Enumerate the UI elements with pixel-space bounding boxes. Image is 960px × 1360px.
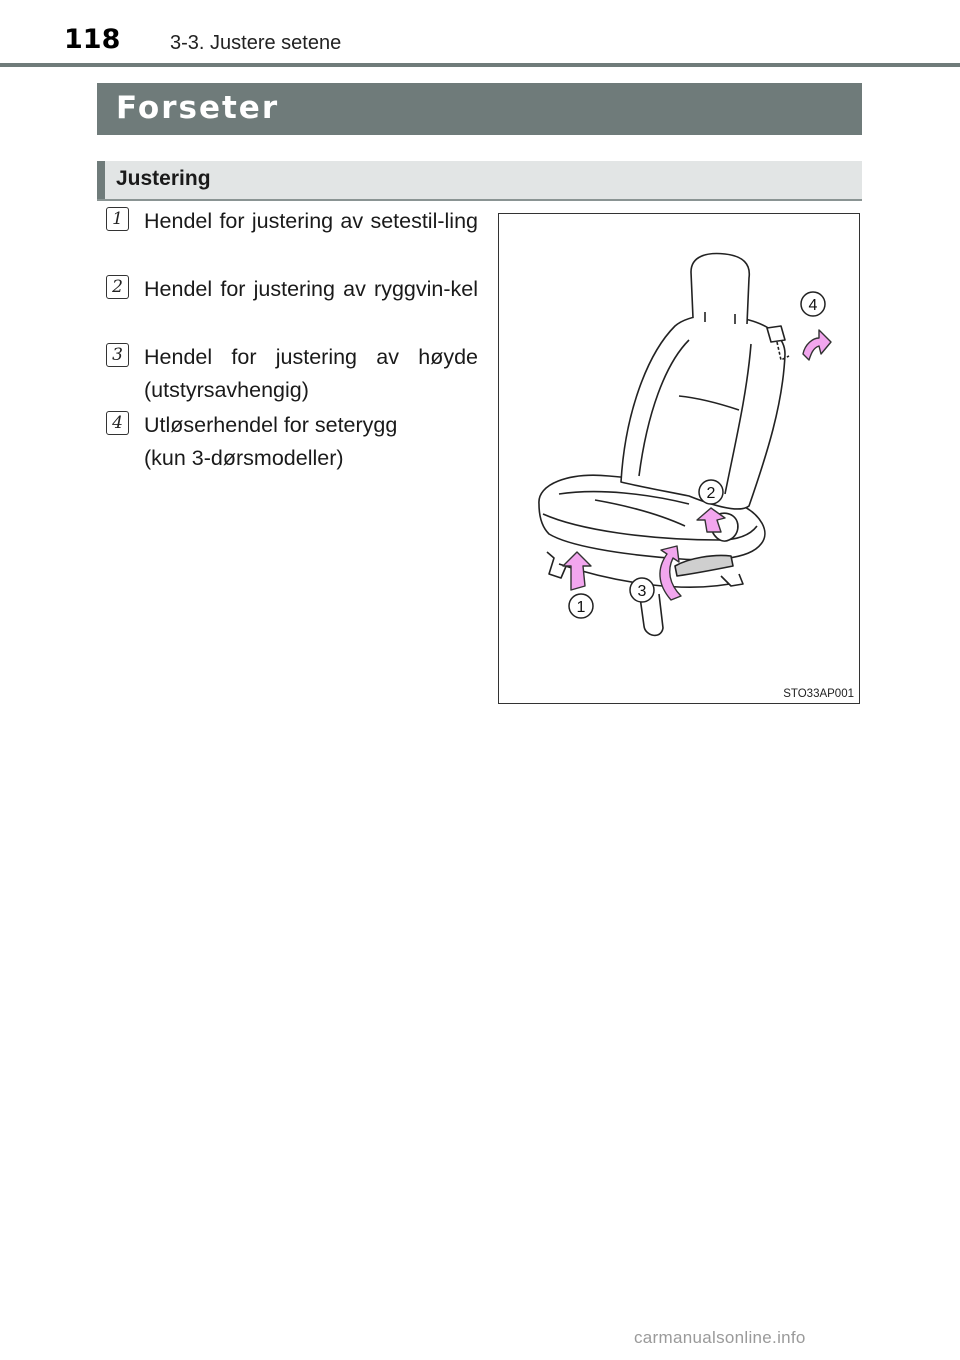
item-number-badge: 4 bbox=[106, 411, 129, 435]
list-item bbox=[106, 409, 478, 475]
header-rule bbox=[0, 63, 960, 67]
list-item bbox=[106, 341, 478, 407]
list-item bbox=[106, 205, 478, 271]
item-number-badge: 2 bbox=[106, 275, 129, 299]
subsection-title: Justering bbox=[116, 167, 211, 190]
arrow-1-icon bbox=[563, 552, 591, 590]
subsection-accent bbox=[97, 161, 105, 199]
item-text: Hendel for justering av høyde (utstyrsavhengig) bbox=[144, 345, 478, 402]
figure-code: STO33AP001 bbox=[783, 688, 854, 700]
list-item bbox=[106, 273, 478, 339]
watermark[interactable]: carmanualsonline.info bbox=[634, 1328, 806, 1347]
page-number: 118 bbox=[64, 24, 121, 55]
item-text: Utløserhendel for seterygg (kun 3-dørsmodeller) bbox=[144, 413, 398, 470]
section-title: Forseter bbox=[116, 90, 280, 126]
item-number-badge: 1 bbox=[106, 207, 129, 231]
arrow-4-icon bbox=[803, 330, 831, 360]
section-reference: 3-3. Justere setene bbox=[170, 32, 342, 54]
callout-2: 2 bbox=[706, 485, 716, 502]
callout-4: 4 bbox=[808, 297, 818, 314]
item-text: Hendel for justering av ryggvin-kel bbox=[144, 277, 478, 301]
item-text: Hendel for justering av setestil-ling bbox=[144, 209, 478, 233]
subsection-bar bbox=[97, 161, 862, 201]
section-title-bar bbox=[97, 83, 862, 135]
callout-1: 1 bbox=[576, 599, 586, 616]
seat-illustration bbox=[498, 213, 860, 704]
callout-3: 3 bbox=[637, 583, 647, 600]
seat-drawing bbox=[499, 214, 859, 703]
page-header bbox=[0, 0, 960, 66]
item-number-badge: 3 bbox=[106, 343, 129, 367]
